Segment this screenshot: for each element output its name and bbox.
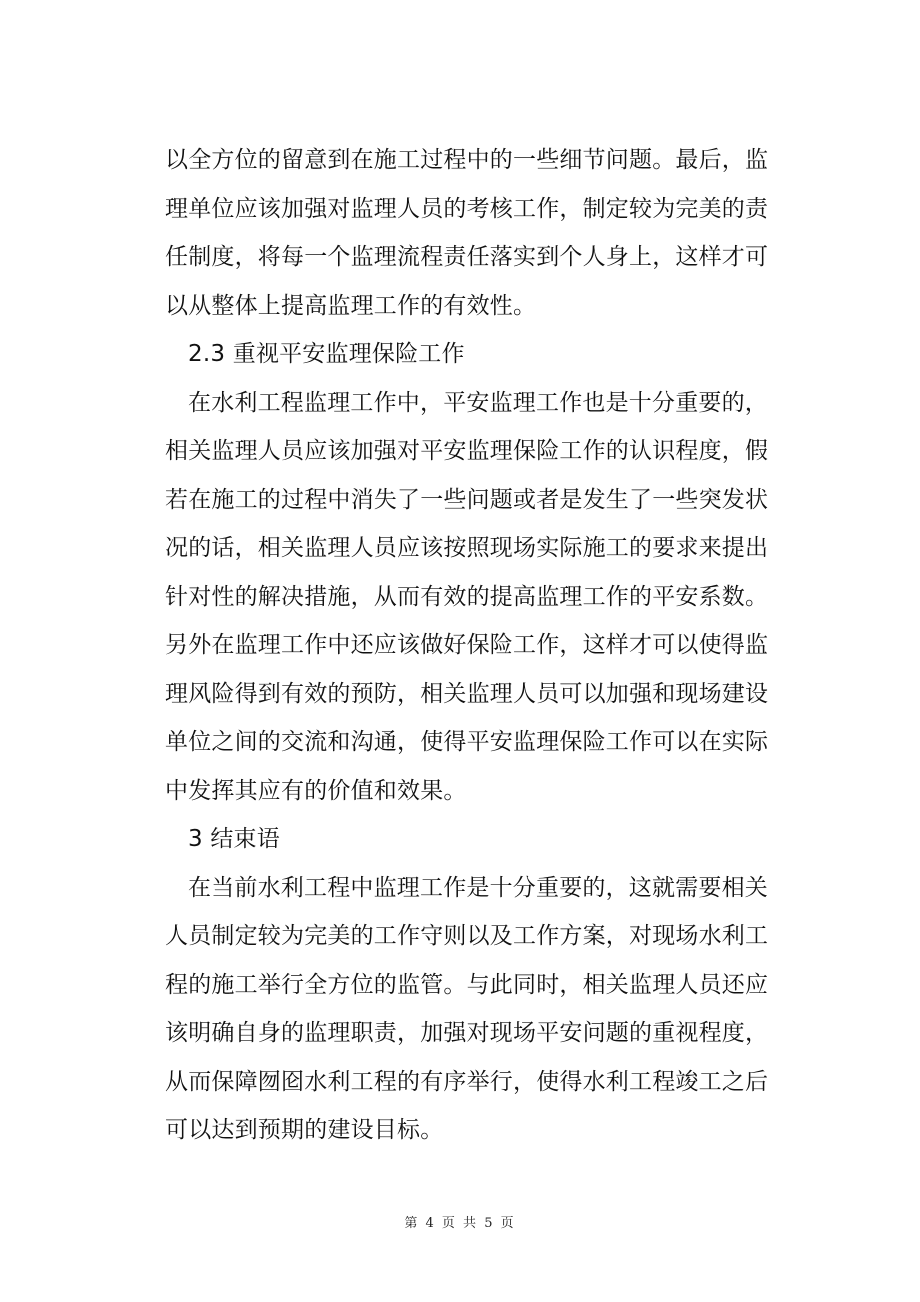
body-line: 况的话，相关监理人员应该按照现场实际施工的要求来提出 <box>165 535 769 561</box>
body-line: 人员制定较为完美的工作守则以及工作方案，对现场水利工 <box>165 923 769 949</box>
body-line: 程的施工举行全方位的监管。与此同时，相关监理人员还应 <box>165 971 769 998</box>
body-line: 针对性的解决措施，从而有效的提高监理工作的平安系数。 <box>165 583 769 610</box>
section-heading-2-3: 2.3 重视平安监理保险工作 <box>188 341 465 367</box>
body-line: 任制度，将每一个监理流程责任落实到个人身上，这样才可 <box>165 244 769 270</box>
section-heading-3: 3 结束语 <box>188 826 280 852</box>
body-line: 单位之间的交流和沟通，使得平安监理保险工作可以在实际 <box>165 729 769 755</box>
body-line: 若在施工的过程中消失了一些问题或者是发生了一些突发状 <box>165 486 769 513</box>
document-body <box>165 136 771 1155</box>
page-footer: 第 4 页 共 5 页 <box>404 1216 516 1231</box>
body-line: 该明确自身的监理职责，加强对现场平安问题的重视程度， <box>165 1020 769 1046</box>
body-line: 可以达到预期的建设目标。 <box>165 1117 444 1143</box>
body-line: 另外在监理工作中还应该做好保险工作，这样才可以使得监 <box>165 632 769 658</box>
paragraph-first-line: 在水利工程监理工作中，平安监理工作也是十分重要的， <box>188 389 768 416</box>
body-line: 相关监理人员应该加强对平安监理保险工作的认识程度，假 <box>165 438 769 464</box>
body-line: 理单位应该加强对监理人员的考核工作，制定较为完美的责 <box>165 195 769 222</box>
body-line: 以全方位的留意到在施工过程中的一些细节问题。最后，监 <box>165 147 769 173</box>
paragraph-first-line: 在当前水利工程中监理工作是十分重要的，这就需要相关 <box>188 874 768 901</box>
body-line: 理风险得到有效的预防，相关监理人员可以加强和现场建设 <box>165 680 769 707</box>
body-line: 中发挥其应有的价值和效果。 <box>165 777 467 804</box>
body-line: 以从整体上提高监理工作的有效性。 <box>165 292 537 319</box>
body-line: 从而保障囫囵水利工程的有序举行，使得水利工程竣工之后 <box>165 1068 769 1095</box>
